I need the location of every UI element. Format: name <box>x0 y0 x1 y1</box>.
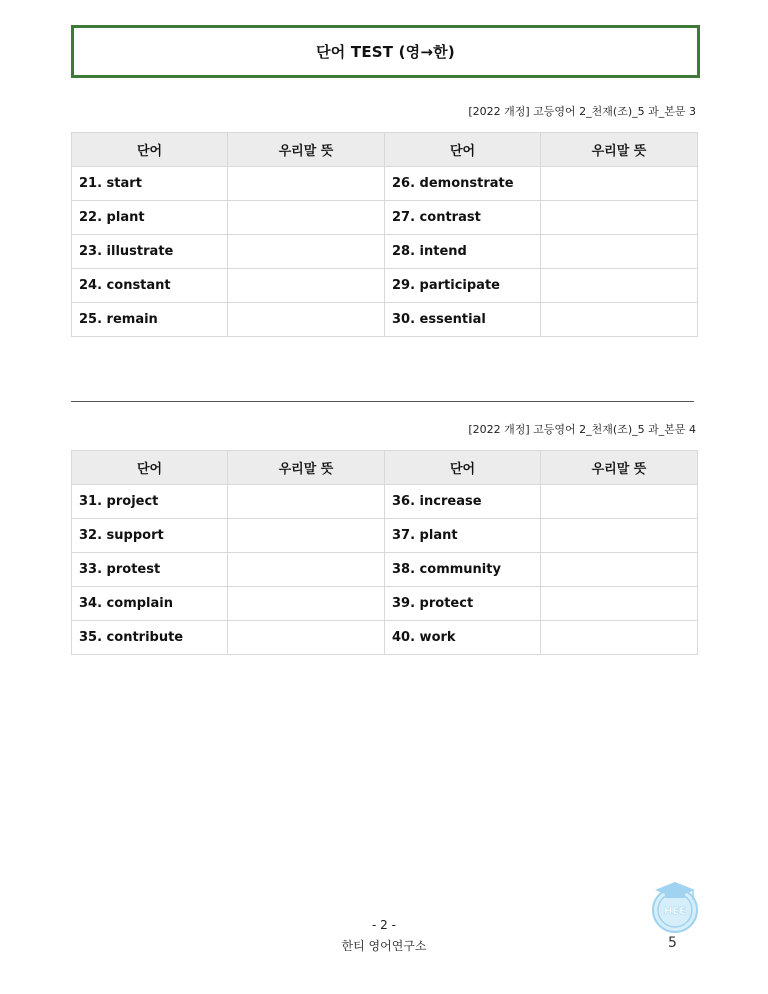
header-meaning: 우리말 뜻 <box>228 133 385 167</box>
word-cell: 36. increase <box>385 485 541 519</box>
header-meaning: 우리말 뜻 <box>541 133 698 167</box>
section-source-2: [2022 개정] 고등영어 2_천재(조)_5 과_본문 4 <box>468 423 696 436</box>
answer-cell[interactable] <box>228 167 385 201</box>
answer-cell[interactable] <box>228 485 385 519</box>
word-cell: 25. remain <box>72 303 228 337</box>
answer-cell[interactable] <box>228 587 385 621</box>
answer-cell[interactable] <box>228 621 385 655</box>
table-row <box>72 621 698 655</box>
answer-cell[interactable] <box>541 621 698 655</box>
word-cell: 29. participate <box>385 269 541 303</box>
word-cell: 27. contrast <box>385 201 541 235</box>
word-cell: 23. illustrate <box>72 235 228 269</box>
table-row <box>72 269 698 303</box>
header-meaning: 우리말 뜻 <box>228 451 385 485</box>
word-cell: 31. project <box>72 485 228 519</box>
page-title <box>71 25 700 78</box>
hee-logo-icon <box>647 876 703 936</box>
header-word: 단어 <box>72 133 228 167</box>
logo-text: HEE <box>663 906 687 917</box>
table-row <box>72 201 698 235</box>
answer-cell[interactable] <box>228 269 385 303</box>
header-word: 단어 <box>385 451 541 485</box>
word-cell: 24. constant <box>72 269 228 303</box>
organization-name: 한티 영어연구소 <box>341 939 427 953</box>
word-cell: 32. support <box>72 519 228 553</box>
word-cell: 21. start <box>72 167 228 201</box>
word-cell: 30. essential <box>385 303 541 337</box>
section-source-1: [2022 개정] 고등영어 2_천재(조)_5 과_본문 3 <box>468 105 696 118</box>
answer-cell[interactable] <box>228 201 385 235</box>
word-cell: 26. demonstrate <box>385 167 541 201</box>
answer-cell[interactable] <box>541 167 698 201</box>
table-row <box>72 235 698 269</box>
answer-cell[interactable] <box>541 303 698 337</box>
table-row <box>72 587 698 621</box>
answer-cell[interactable] <box>541 235 698 269</box>
word-cell: 37. plant <box>385 519 541 553</box>
table-row <box>72 303 698 337</box>
answer-cell[interactable] <box>541 553 698 587</box>
vocab-table-1 <box>71 132 698 337</box>
word-cell: 40. work <box>385 621 541 655</box>
word-cell: 28. intend <box>385 235 541 269</box>
answer-cell[interactable] <box>541 485 698 519</box>
table-header-row <box>72 451 698 485</box>
table-row <box>72 485 698 519</box>
word-cell: 38. community <box>385 553 541 587</box>
table-row <box>72 553 698 587</box>
answer-cell[interactable] <box>228 303 385 337</box>
page-title-text: 단어 TEST (영→한) <box>316 43 455 61</box>
answer-cell[interactable] <box>541 587 698 621</box>
word-cell: 33. protest <box>72 553 228 587</box>
corner-page-number: 5 <box>668 935 677 951</box>
page-number: - 2 - <box>372 918 396 932</box>
header-word: 단어 <box>72 451 228 485</box>
table-row <box>72 167 698 201</box>
answer-cell[interactable] <box>541 519 698 553</box>
word-cell: 34. complain <box>72 587 228 621</box>
answer-cell[interactable] <box>228 519 385 553</box>
answer-cell[interactable] <box>541 201 698 235</box>
section-divider <box>71 401 694 402</box>
header-meaning: 우리말 뜻 <box>541 451 698 485</box>
answer-cell[interactable] <box>228 553 385 587</box>
word-cell: 39. protect <box>385 587 541 621</box>
answer-cell[interactable] <box>228 235 385 269</box>
answer-cell[interactable] <box>541 269 698 303</box>
header-word: 단어 <box>385 133 541 167</box>
word-cell: 22. plant <box>72 201 228 235</box>
table-row <box>72 519 698 553</box>
table-header-row <box>72 133 698 167</box>
vocab-table-2 <box>71 450 698 655</box>
word-cell: 35. contribute <box>72 621 228 655</box>
